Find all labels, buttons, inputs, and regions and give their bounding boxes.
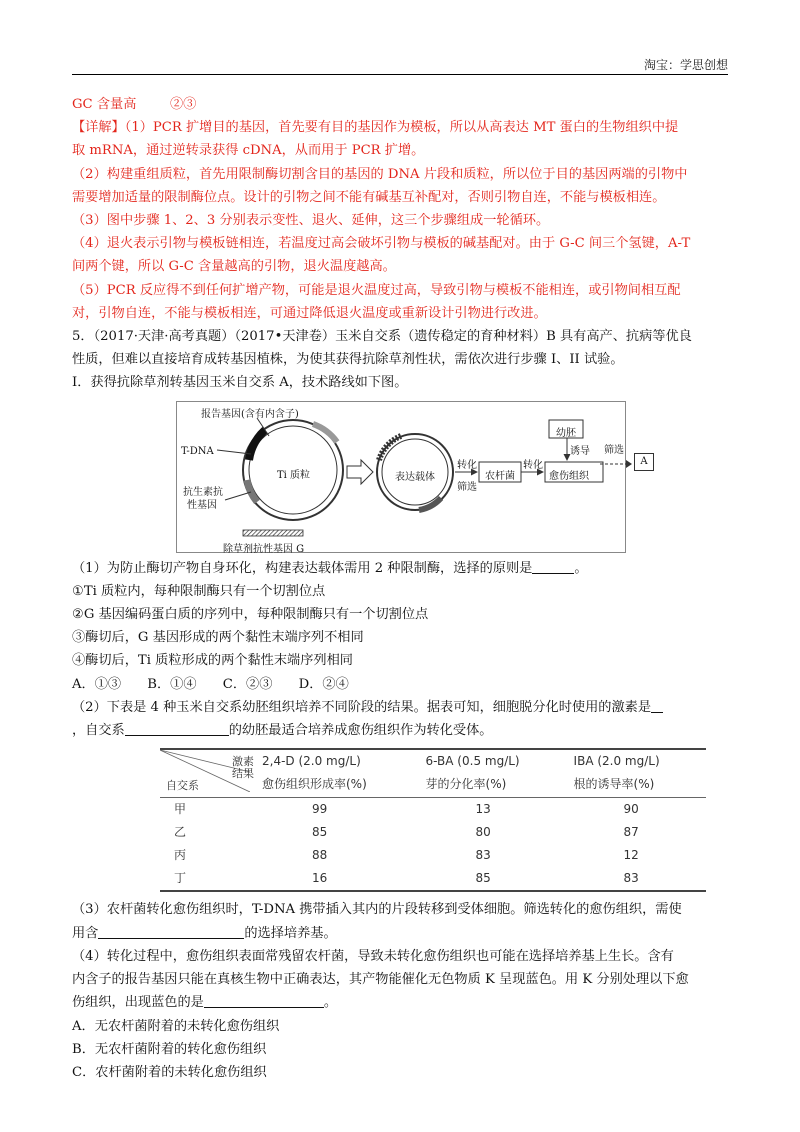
answer-line (72, 93, 732, 116)
cell: 16 (258, 867, 422, 891)
choice-d[interactable]: D．②④ (298, 676, 349, 692)
q4-option-a[interactable]: A．无农杆菌附着的未转化愈伤组织 (72, 1018, 280, 1034)
label-tdna: T-DNA (181, 445, 214, 457)
q3-stem-a: （3）农杆菌转化愈伤组织时，T-DNA 携带插入其内的片段转移到受体细胞。筛选转化的愈伤组织，需使 (72, 902, 682, 918)
q1-option-4: ④酶切后，Ti 质粒形成的两个黏性末端序列相同 (72, 653, 353, 669)
choice-a[interactable]: A．①③ (72, 676, 122, 692)
corner-line: 自交系 (166, 779, 199, 793)
table-row (160, 821, 706, 844)
technical-route-figure (176, 401, 626, 553)
choice-c[interactable]: C．②③ (222, 676, 273, 692)
cell: 87 (623, 824, 639, 839)
q3-stem-b (72, 922, 732, 945)
cell: 88 (312, 848, 328, 863)
th-hormone-2: 6-BA (0.5 mg/L) (422, 749, 570, 773)
cell: 80 (475, 824, 491, 839)
label-agrobacterium: 农杆菌 (485, 470, 515, 482)
cell: 13 (475, 801, 491, 816)
cell: 85 (422, 867, 570, 891)
detail-1a (72, 116, 732, 139)
th-result-3: 根的诱导率(%) (570, 773, 706, 797)
detail-1b: 取 mRNA，通过逆转录获得 cDNA，从而用于 PCR 扩增。 (72, 143, 425, 159)
q5-part1: Ⅰ．获得抗除草剂转基因玉米自交系 A，技术路线如下图。 (72, 375, 408, 391)
detail-1a-text: （1）PCR 扩增目的基因，首先要有目的基因作为模板，所以从高表达 MT 蛋白的生物组织中提 (124, 120, 679, 136)
q3-text-c: 的选择培养基。 (244, 925, 337, 941)
label-induce: 诱导 (570, 445, 590, 457)
table-row (160, 844, 706, 867)
answer-choice: ②③ (169, 97, 197, 112)
table-corner (160, 749, 258, 797)
label-screen-1: 筛选 (457, 481, 477, 493)
q4-blank[interactable] (204, 993, 324, 1008)
label-callus: 愈伤组织 (549, 470, 589, 482)
label-antibiotic-a: 抗生素抗 (183, 486, 223, 498)
q1-option-3: ③酶切后，G 基因形成的两个黏性末端序列不相同 (72, 630, 364, 646)
cell: 90 (623, 801, 639, 816)
q4-option-b[interactable]: B．无农杆菌附着的转化愈伤组织 (72, 1041, 267, 1057)
q1-stem (72, 557, 732, 580)
detail-3: （3）图中步骤 1、2、3 分别表示变性、退火、延伸，这三个步骤组成一轮循环。 (72, 213, 550, 229)
q2-blank-1[interactable] (651, 698, 663, 713)
q2-stem-a (72, 696, 732, 719)
cell: 83 (475, 848, 491, 863)
th-hormone-3: IBA (2.0 mg/L) (570, 749, 706, 773)
q2-text-a: （2）下表是 4 种玉米自交系幼胚组织培养不同阶段的结果。据表可知，细胞脱分化时使用的激素是 (72, 699, 652, 715)
th-result-1: 愈伤组织形成率(%) (258, 773, 422, 797)
choice-b[interactable]: B．①④ (147, 676, 197, 692)
q1-option-2: ②G 基因编码蛋白质的序列中，每种限制酶只有一个切割位点 (72, 607, 429, 623)
q1-blank[interactable] (532, 559, 574, 574)
label-antibiotic (183, 486, 223, 512)
q3-blank[interactable] (98, 924, 244, 939)
cell: 12 (623, 848, 639, 863)
q3-text-b: 用含 (72, 925, 99, 941)
header-rule (72, 74, 728, 75)
label-antibiotic-b: 性基因 (187, 499, 217, 511)
q4-stem-c (72, 991, 732, 1014)
q2-stem-b (72, 719, 732, 742)
row-name: 丙 (174, 848, 187, 863)
q4-text-c: 伤组织，出现蓝色的是 (72, 995, 204, 1011)
q5-stem-a: 5．（2017·天津·高考真题）（2017•天津卷）玉米自交系（遗传稳定的育种材料）B 具有高产、抗病等优良 (72, 329, 692, 345)
label-result-a: A (634, 453, 654, 471)
q1-end: 。 (574, 560, 588, 576)
cell: 85 (312, 824, 328, 839)
answer-gc: GC 含量高 (72, 97, 137, 112)
row-name: 丁 (160, 867, 258, 891)
detail-5b: 对，引物自连，不能与模板相连，可通过降低退火温度或重新设计引物进行改进。 (72, 305, 547, 321)
label-herbicide-gene: 除草剂抗性基因 G (223, 543, 305, 555)
row-name: 乙 (174, 824, 187, 839)
detail-2b: 需要增加适量的限制酶位点。设计的引物之间不能有碱基互补配对，否则引物自连，不能与模板相连。 (72, 189, 666, 205)
detail-2a: （2）构建重组质粒，首先用限制酶切割含目的基因的 DNA 片段和质粒，所以位于目的基因两端的引物中 (72, 166, 688, 182)
q5-stem-b: 性质，但难以直接培育成转基因植株，为使其获得抗除草剂性状，需依次进行步骤 I、II 试验。 (72, 352, 624, 368)
detail-5a: （5）PCR 反应得不到任何扩增产物，可能是退火温度过高，导致引物与模板不能相连，或引物间相互配 (72, 282, 681, 298)
q2-text-c: 的幼胚最适合培养成愈伤组织作为转化受体。 (228, 723, 493, 739)
q4-option-c[interactable]: C．农杆菌附着的未转化愈伤组织 (72, 1064, 267, 1080)
label-vector: 表达载体 (395, 471, 435, 483)
table-row (160, 867, 706, 891)
cell: 83 (570, 867, 706, 891)
q4-text-d: 。 (323, 995, 338, 1011)
corner-result: 结果 (232, 767, 254, 781)
q2-blank-2[interactable] (125, 721, 229, 736)
tdna-segment (249, 430, 265, 460)
row-name: 甲 (174, 801, 187, 816)
q1-option-1: ①Ti 质粒内，每种限制酶只有一个切割位点 (72, 583, 326, 599)
label-screen-2: 筛选 (604, 444, 624, 456)
culture-table (160, 748, 706, 892)
table-row (160, 797, 706, 821)
q2-text-b: ，自交系 (72, 723, 125, 739)
cell: 99 (312, 801, 328, 816)
th-hormone-1: 2,4-D (2.0 mg/L) (258, 749, 422, 773)
q1-choices (72, 673, 732, 696)
detail-4b: 间两个键，所以 G-C 含量越高的引物，退火温度越高。 (72, 259, 396, 275)
page-content (72, 93, 732, 1084)
label-transform-1: 转化 (457, 459, 477, 471)
label-reporter: 报告基因(含有内含子) (201, 408, 299, 420)
corner-hormone: 激素 (232, 755, 254, 769)
th-result-2: 芽的分化率(%) (422, 773, 570, 797)
q1-text: （1）为防止酶切产物自身环化，构建表达载体需用 2 种限制酶，选择的原则是 (72, 560, 533, 576)
label-transform-2: 转化 (523, 459, 543, 471)
q4-stem-a: （4）转化过程中，愈伤组织表面常残留农杆菌，导致未转化愈伤组织也可能在选择培养基上生长。含有 (72, 948, 674, 964)
q4-stem-b: 内含子的报告基因只能在真核生物中正确表达，其产物能催化无色物质 K 呈现蓝色。用 K 分别处理以下愈 (72, 972, 689, 988)
detail-4a: （4）退火表示引物与模板链相连，若温度过高会破坏引物与模板的碱基配对。由于 G-C 间三个氢键，A-T (72, 236, 691, 252)
label-ti-plasmid: Ti 质粒 (277, 469, 311, 481)
header-brand: 淘宝：学思创想 (643, 58, 728, 72)
detail-tag: 【详解】 (72, 120, 125, 136)
label-embryo: 幼胚 (556, 427, 576, 439)
